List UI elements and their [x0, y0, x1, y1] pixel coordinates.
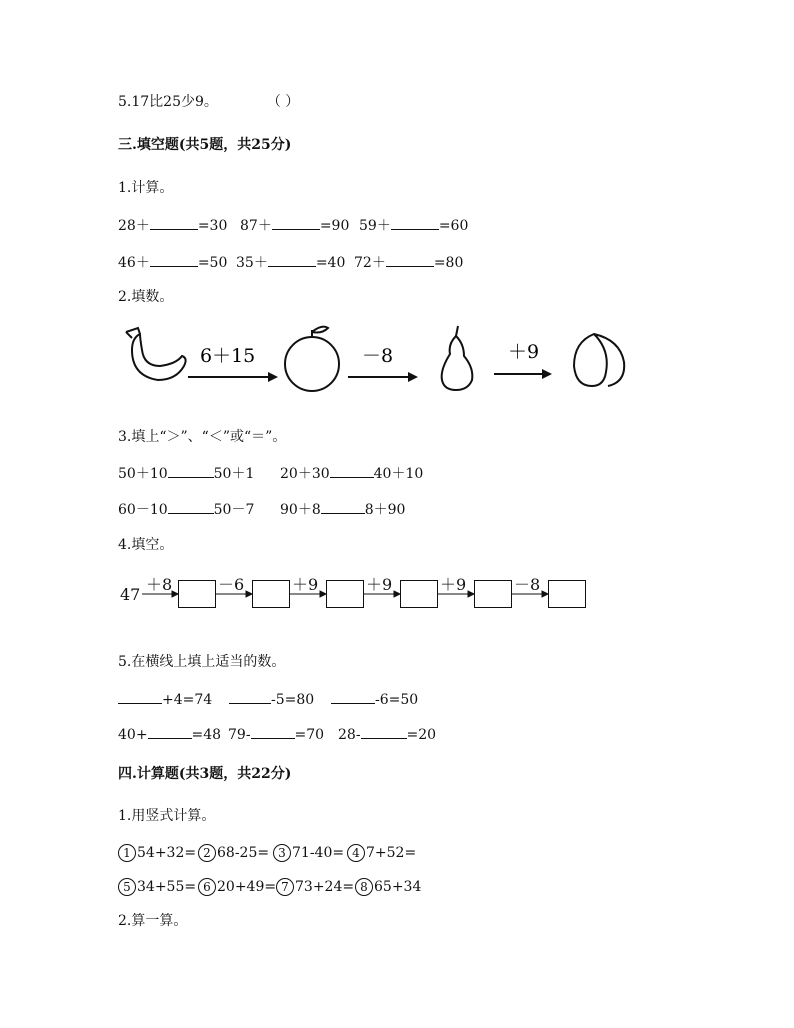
answer-blank[interactable] — [251, 724, 295, 739]
q1-row2 — [118, 252, 463, 273]
calc2-title: 2.算一算。 — [118, 913, 188, 929]
circled-number: 2 — [198, 844, 216, 862]
judge-text: 5.17比25少9。 — [118, 94, 218, 110]
q5-item: 28- =20 — [338, 724, 436, 745]
answer-blank[interactable] — [391, 215, 439, 230]
answer-blank[interactable] — [168, 499, 214, 514]
q5-item: +4=74 — [118, 689, 229, 710]
q5-item: 40+ =48 — [118, 724, 228, 745]
q5-row2 — [118, 724, 436, 745]
q3-item: 20＋30 40＋10 — [280, 463, 423, 484]
answer-box[interactable] — [178, 580, 216, 608]
q4-title: 4.填空。 — [118, 537, 174, 553]
answer-blank[interactable] — [361, 724, 407, 739]
answer-blank[interactable] — [272, 215, 320, 230]
calc-item: 1 54+32= — [118, 843, 198, 863]
circled-number: 8 — [355, 878, 373, 896]
op-label-2: －8 — [362, 345, 394, 367]
answer-blank[interactable] — [268, 252, 316, 267]
banana-icon — [126, 328, 186, 380]
q3-item: 50＋10 50＋1 — [118, 463, 280, 484]
q1-title: 1.计算。 — [118, 180, 174, 196]
q2-title: 2.填数。 — [118, 289, 174, 305]
section-4-title: 四.计算题(共3题，共22分) — [118, 766, 292, 782]
answer-box[interactable] — [548, 580, 586, 608]
calc1-row2 — [118, 877, 421, 897]
q1-item: 35＋ =40 — [236, 252, 354, 273]
q5-item: 79- =70 — [228, 724, 338, 745]
answer-box[interactable] — [326, 580, 364, 608]
section-3-title: 三.填空题(共5题，共25分) — [118, 137, 292, 153]
circled-number: 3 — [273, 844, 291, 862]
calc1-title: 1.用竖式计算。 — [118, 808, 216, 824]
judge-item-5 — [118, 92, 299, 112]
answer-blank[interactable] — [118, 689, 162, 704]
q3-row2 — [118, 499, 405, 520]
answer-box[interactable] — [252, 580, 290, 608]
answer-blank[interactable] — [331, 689, 375, 704]
q5-item: -6=50 — [331, 689, 418, 710]
answer-blank[interactable] — [229, 689, 271, 704]
chain-op: ＋8 — [146, 575, 173, 594]
q1-item: 46＋ =50 — [118, 252, 236, 273]
calc-item: 3 71-40= — [273, 843, 347, 863]
answer-blank[interactable] — [321, 499, 365, 514]
calc1-row1 — [118, 843, 416, 863]
op-label-1: 6＋15 — [200, 345, 256, 367]
circled-number: 4 — [347, 844, 365, 862]
q1-item: 59＋ =60 — [359, 215, 468, 236]
calc-item: 2 68-25= — [198, 843, 273, 863]
q1-item: 87＋ =90 — [240, 215, 359, 236]
op-label-3: ＋9 — [508, 341, 540, 363]
start-number: 47 — [120, 585, 141, 604]
answer-paren[interactable]: （ ） — [266, 94, 300, 110]
q1-row1 — [118, 215, 468, 236]
circled-number: 1 — [118, 844, 136, 862]
chain-op: －6 — [218, 575, 245, 594]
q3-title: 3.填上“＞”、“＜”或“＝”。 — [118, 429, 287, 445]
pear-icon — [442, 326, 473, 390]
answer-box[interactable] — [474, 580, 512, 608]
answer-blank[interactable] — [386, 252, 434, 267]
fruit-chain — [118, 320, 638, 395]
calc-item: 8 65+34 — [355, 877, 421, 897]
answer-blank[interactable] — [150, 215, 198, 230]
calc-item: 5 34+55= — [118, 877, 198, 897]
q5-item: -5=80 — [229, 689, 331, 710]
circled-number: 6 — [198, 878, 216, 896]
apple-icon — [285, 327, 339, 391]
chain-op: ＋9 — [440, 575, 467, 594]
peach-icon — [574, 334, 624, 386]
q1-item: 72＋ =80 — [354, 252, 463, 273]
answer-blank[interactable] — [330, 463, 374, 478]
q3-item: 90＋8 8＋90 — [280, 499, 405, 520]
answer-blank[interactable] — [168, 463, 214, 478]
chain-op: ＋9 — [292, 575, 319, 594]
answer-blank[interactable] — [150, 252, 198, 267]
q3-item: 60－10 50－7 — [118, 499, 280, 520]
answer-box[interactable] — [400, 580, 438, 608]
chain-op: ＋9 — [366, 575, 393, 594]
circled-number: 7 — [276, 878, 294, 896]
chain-op: －8 — [514, 575, 541, 594]
q5-row1 — [118, 689, 418, 710]
answer-blank[interactable] — [148, 724, 192, 739]
q1-item: 28＋ =30 — [118, 215, 240, 236]
circled-number: 5 — [118, 878, 136, 896]
q5-title: 5.在横线上填上适当的数。 — [118, 654, 286, 670]
calc-item: 7 73+24= — [276, 877, 355, 897]
calc-item: 4 7+52= — [347, 843, 416, 863]
calc-item: 6 20+49= — [198, 877, 276, 897]
q3-row1 — [118, 463, 423, 484]
number-chain — [118, 570, 598, 616]
